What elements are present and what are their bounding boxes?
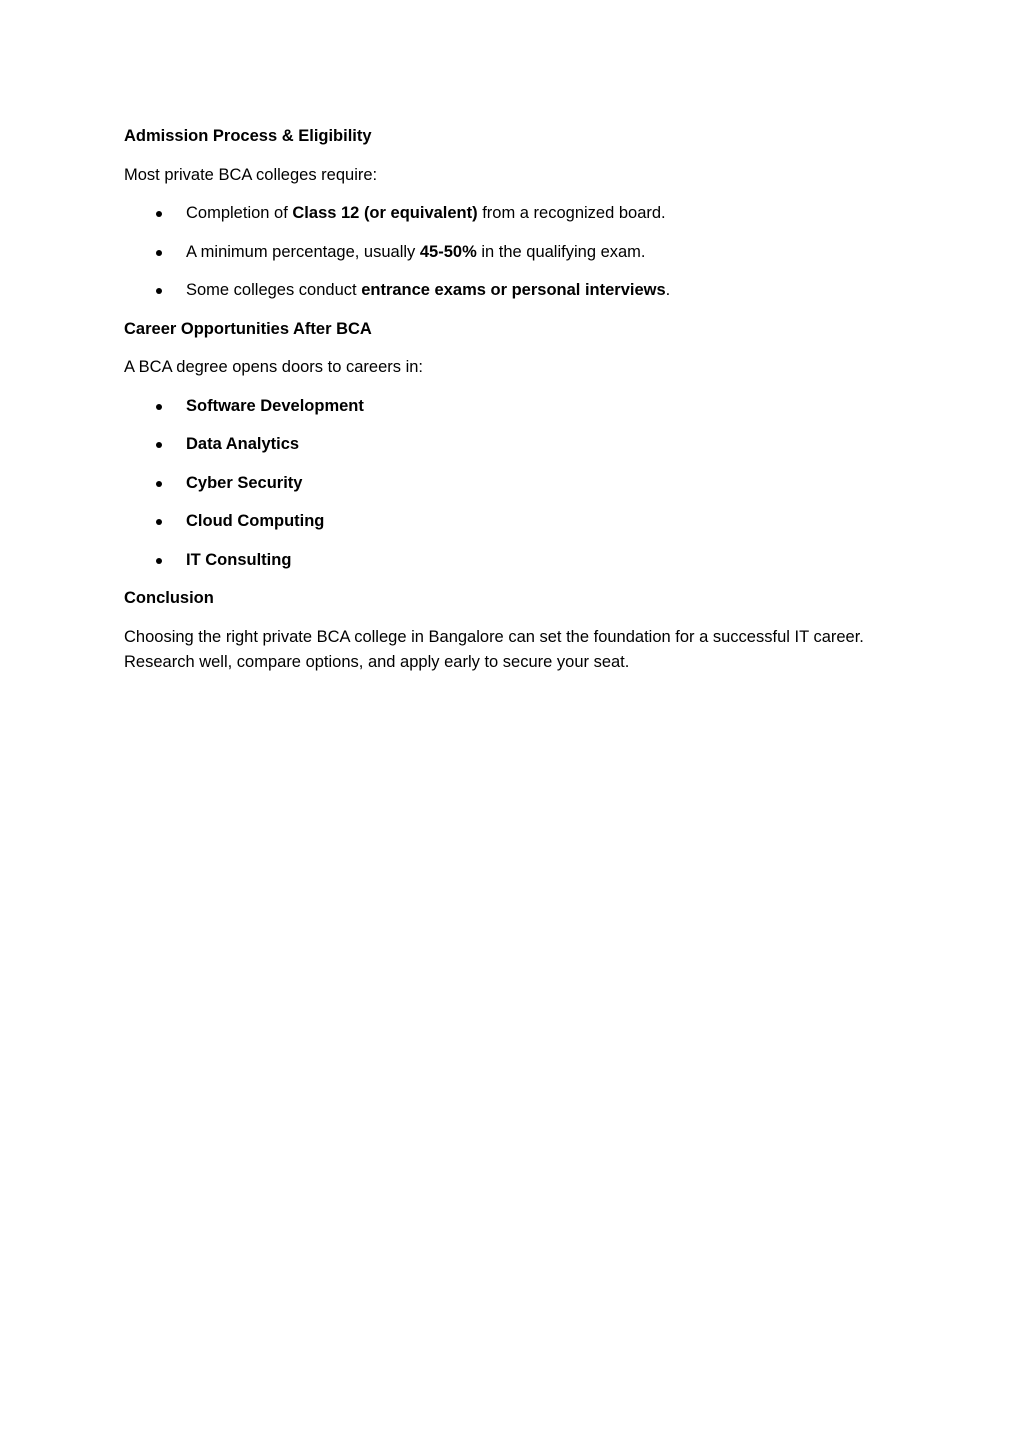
list-item [124, 394, 904, 420]
item-text: A minimum percentage, usually [186, 242, 420, 261]
careers-intro: A BCA degree opens doors to careers in: [124, 358, 424, 376]
admission-intro: Most private BCA colleges require: [124, 165, 378, 184]
item-text: Completion of [186, 204, 293, 222]
item-text: Some colleges conduct [186, 281, 362, 299]
list-item [124, 201, 904, 227]
list-item [124, 509, 904, 535]
bullet-icon [156, 288, 162, 294]
bullet-icon [156, 519, 162, 525]
item-emphasis: 45-50% [419, 242, 477, 261]
bullet-icon [156, 481, 162, 487]
document-page [124, 124, 904, 689]
conclusion-heading: Conclusion [124, 589, 214, 607]
item-emphasis: entrance exams or personal interviews [361, 281, 666, 299]
list-item [124, 278, 904, 304]
item-text: from a recognized board. [477, 204, 666, 222]
item-emphasis: Class 12 (or equivalent) [292, 204, 478, 222]
list-item [124, 432, 904, 458]
career-item: Cloud Computing [186, 512, 325, 530]
career-item: Software Development [186, 396, 364, 415]
list-item [124, 548, 904, 574]
list-item [124, 471, 904, 497]
careers-heading: Career Opportunities After BCA [124, 319, 372, 338]
bullet-icon [156, 404, 162, 410]
list-item [124, 240, 904, 266]
bullet-icon [156, 442, 162, 448]
item-text: . [665, 281, 671, 299]
career-item: Data Analytics [186, 435, 300, 453]
career-options-list [124, 394, 904, 574]
admission-requirements-list [124, 201, 904, 304]
bullet-icon [156, 211, 162, 217]
bullet-icon [156, 558, 162, 564]
conclusion-text: Choosing the right private BCA college in Bangalore can set the foundation for a successful IT career. Research well, compare options, and apply early to secure your seat. [124, 627, 864, 671]
career-item: Cyber Security [186, 473, 303, 492]
admission-heading: Admission Process & Eligibility [124, 127, 372, 145]
bullet-icon [156, 250, 162, 256]
item-text: in the qualifying exam. [476, 242, 646, 261]
career-item: IT Consulting [186, 550, 292, 569]
